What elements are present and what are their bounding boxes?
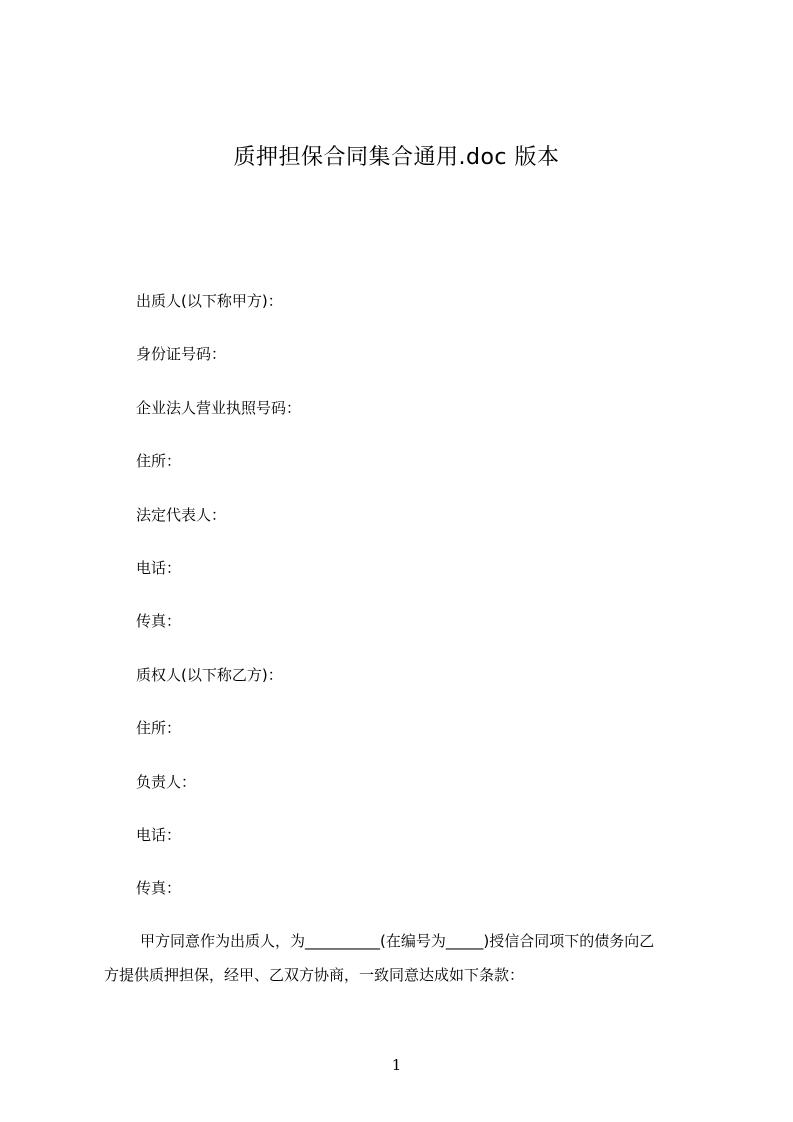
- field-pledgee: 质权人(以下称乙方)：: [136, 666, 283, 684]
- document-title: 质押担保合同集合通用.doc 版本: [233, 145, 560, 170]
- field-legal-representative: 法定代表人：: [136, 506, 227, 524]
- field-phone-a: 电话：: [136, 559, 182, 577]
- page-number: 1: [391, 1056, 402, 1074]
- field-pledgor: 出质人(以下称甲方)：: [136, 292, 283, 310]
- field-phone-b: 电话：: [136, 826, 182, 844]
- agreement-paragraph-line-1: 甲方同意作为出质人，为__________(在编号为_____)授信合同项下的债务向乙: [140, 932, 655, 950]
- field-address-a: 住所：: [136, 452, 182, 470]
- field-person-in-charge: 负责人：: [136, 773, 197, 791]
- field-business-license: 企业法人营业执照号码：: [136, 399, 302, 417]
- field-fax-a: 传真：: [136, 612, 182, 630]
- field-fax-b: 传真：: [136, 879, 182, 897]
- agreement-paragraph: [104, 924, 704, 992]
- field-id-number: 身份证号码：: [136, 345, 227, 363]
- agreement-paragraph-line-2: 方提供质押担保，经甲、乙双方协商，一致同意达成如下条款：: [104, 966, 525, 984]
- field-address-b: 住所：: [136, 719, 182, 737]
